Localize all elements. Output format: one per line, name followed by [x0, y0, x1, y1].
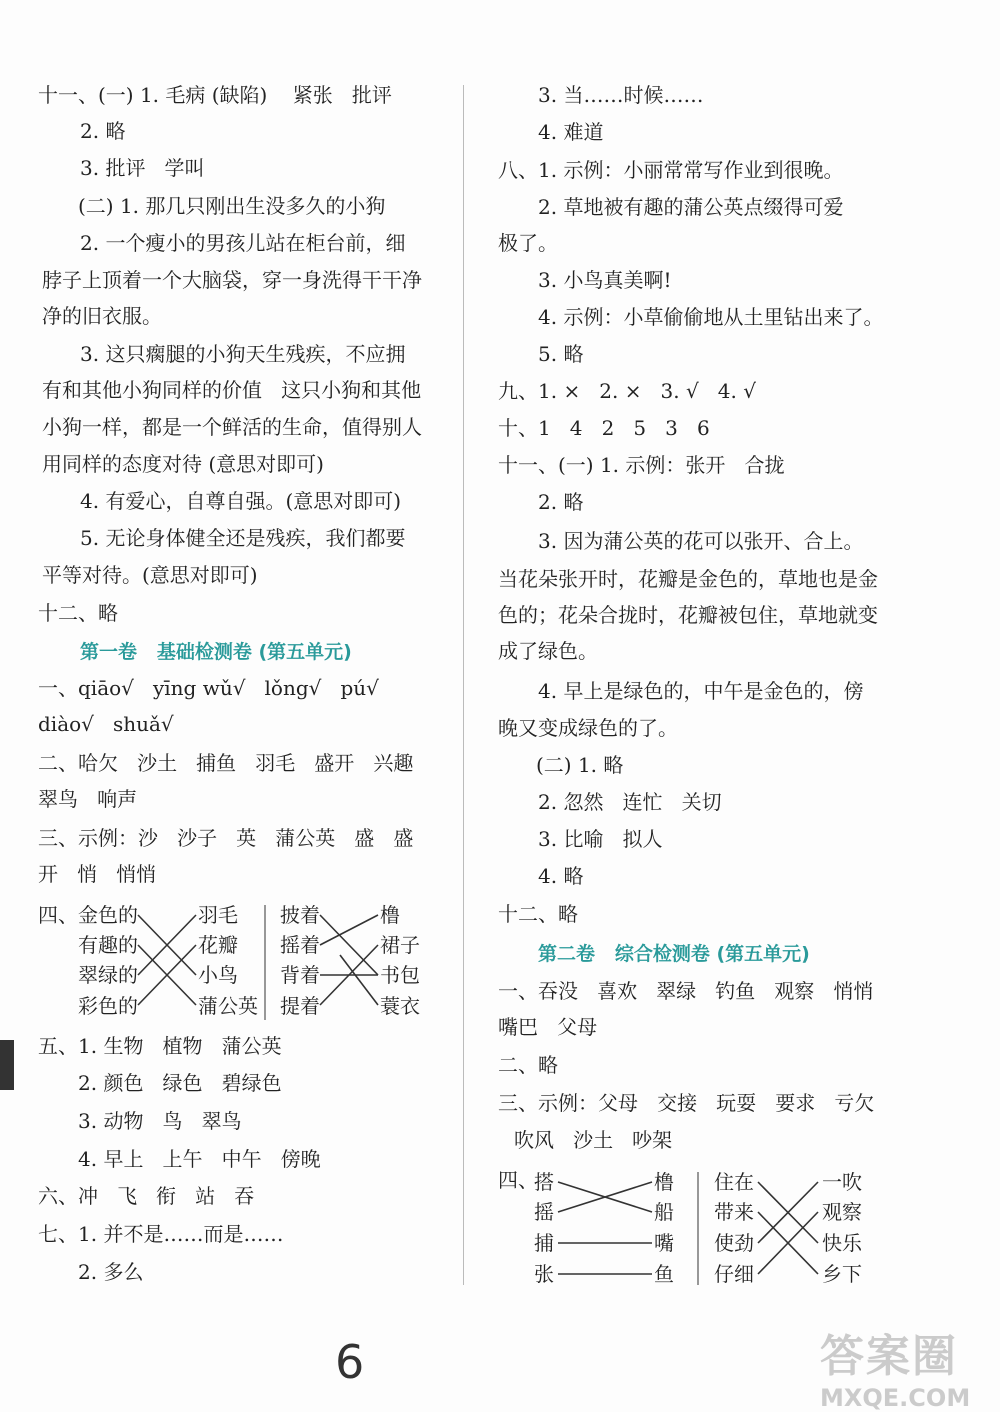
answer-line: 净的旧衣服。	[42, 304, 162, 328]
match-item: 橹	[380, 903, 400, 927]
match-item: 快乐	[822, 1231, 862, 1255]
answer-line: 嘴巴 父母	[498, 1015, 598, 1039]
answer-line: 三、示例：沙 沙子 英 蒲公英 盛 盛	[38, 826, 414, 850]
match-item: 书包	[380, 963, 420, 987]
answer-line: (二) 1. 略	[536, 753, 624, 777]
match-item: 捕	[534, 1231, 554, 1255]
match-item: 仔细	[714, 1262, 754, 1286]
match-item: 金色的	[78, 903, 138, 927]
answer-line: 三、示例：父母 交接 玩耍 要求 亏欠	[498, 1091, 875, 1115]
match-item: 摇	[534, 1200, 554, 1224]
watermark-text: 答案圈	[820, 1331, 958, 1382]
answer-line: 九、1. × 2. × 3. √ 4. √	[498, 379, 756, 403]
answer-line: 当花朵张开时，花瓣是金色的，草地也是金	[498, 567, 878, 591]
answer-line: diào√ shuǎ√	[38, 712, 174, 736]
answer-line: 翠鸟 响声	[38, 787, 138, 811]
answer-line: 2. 忽然 连忙 关切	[538, 790, 722, 814]
match-item: 使劲	[714, 1231, 754, 1255]
answer-line: 有和其他小狗同样的价值 这只小狗和其他	[42, 378, 422, 402]
answer-line: 2. 多么	[78, 1260, 144, 1284]
answer-line: 2. 略	[80, 119, 126, 143]
answer-line: 色的；花朵合拢时，花瓣被包住，草地就变	[498, 603, 878, 627]
answer-line: 二、略	[498, 1053, 558, 1077]
match-item: 裙子	[380, 933, 420, 957]
match-item: 翠绿的	[78, 963, 138, 987]
answer-line: 平等对待。(意思对即可)	[42, 563, 258, 587]
answer-line: 十、1 4 2 5 3 6	[498, 416, 710, 440]
match-item: 搭	[534, 1170, 554, 1194]
answer-line: 4. 示例：小草偷偷地从土里钻出来了。	[538, 305, 884, 329]
answer-line: 十二、略	[498, 902, 578, 926]
column-divider	[463, 85, 464, 1285]
watermark-url: MXQE.COM	[820, 1384, 971, 1412]
section-title: 第一卷 基础检测卷 (第五单元)	[80, 641, 352, 663]
match-lines-right	[470, 0, 1000, 1300]
match-item: 摇着	[280, 933, 320, 957]
page-number: 6	[335, 1335, 365, 1389]
match-item: 花瓣	[198, 933, 238, 957]
match-item: 乡下	[822, 1262, 862, 1286]
answer-line: 一、吞没 喜欢 翠绿 钓鱼 观察 悄悄	[498, 979, 874, 1003]
answer-line: 4. 早上是绿色的，中午是金色的，傍	[538, 679, 864, 703]
question-label: 四、	[498, 1168, 538, 1192]
answer-line: 2. 略	[538, 490, 584, 514]
answer-line: 5. 无论身体健全还是残疾，我们都要	[80, 526, 406, 550]
match-item: 有趣的	[78, 933, 138, 957]
match-item: 小鸟	[198, 963, 238, 987]
match-item: 背着	[280, 963, 320, 987]
answer-line: 开 悄 悄悄	[38, 862, 157, 886]
match-item: 彩色的	[78, 994, 138, 1018]
answer-line: 小狗一样，都是一个鲜活的生命，值得别人	[42, 415, 422, 439]
answer-line: 十一、(一) 1. 示例：张开 合拢	[498, 453, 785, 477]
answer-line: 二、哈欠 沙土 捕鱼 羽毛 盛开 兴趣	[38, 751, 414, 775]
answer-line: 4. 有爱心，自尊自强。(意思对即可)	[80, 489, 402, 513]
answer-line: 六、冲 飞 衔 站 吞	[38, 1184, 255, 1208]
answer-line: 4. 难道	[538, 120, 604, 144]
answer-line: 极了。	[498, 231, 558, 255]
answer-line: 吹风 沙土 吵架	[514, 1128, 673, 1152]
answer-line: (二) 1. 那几只刚出生没多久的小狗	[78, 194, 386, 218]
answer-line: 2. 颜色 绿色 碧绿色	[78, 1071, 282, 1095]
answer-line: 五、1. 生物 植物 蒲公英	[38, 1034, 282, 1058]
answer-line: 3. 小鸟真美啊!	[538, 268, 672, 292]
answer-line: 晚又变成绿色的了。	[498, 716, 678, 740]
match-item: 观察	[822, 1200, 862, 1224]
answer-line: 3. 动物 鸟 翠鸟	[78, 1109, 242, 1133]
match-item: 嘴	[654, 1231, 674, 1255]
answer-line: 八、1. 示例：小丽常常写作业到很晚。	[498, 158, 844, 182]
match-item: 蓑衣	[380, 994, 420, 1018]
answer-line: 2. 一个瘦小的男孩儿站在柜台前，细	[80, 231, 406, 255]
match-item: 提着	[280, 994, 320, 1018]
match-item: 带来	[714, 1200, 754, 1224]
answer-line: 3. 批评 学叫	[80, 156, 205, 180]
match-item: 橹	[654, 1170, 674, 1194]
answer-line: 成了绿色。	[498, 639, 598, 663]
answer-line: 2. 草地被有趣的蒲公英点缀得可爱	[538, 195, 844, 219]
watermark-logo	[820, 1320, 970, 1412]
answer-line: 3. 因为蒲公英的花可以张开、合上。	[538, 529, 864, 553]
answer-line: 3. 比喻 拟人	[538, 827, 663, 851]
answer-line: 用同样的态度对待 (意思对即可)	[42, 452, 324, 476]
match-item: 住在	[714, 1170, 754, 1194]
answer-line: 一、qiāo√ yīng wǔ√ lǒng√ pú√	[38, 676, 379, 700]
answer-line: 十二、略	[38, 601, 118, 625]
answer-line: 3. 这只瘸腿的小狗天生残疾，不应拥	[80, 342, 406, 366]
section-title: 第二卷 综合检测卷 (第五单元)	[538, 943, 810, 965]
match-item: 鱼	[654, 1262, 674, 1286]
answer-line: 七、1. 并不是……而是……	[38, 1222, 284, 1246]
question-label: 四、	[38, 903, 78, 927]
answer-line: 十一、(一) 1. 毛病 (缺陷) 紧张 批评	[38, 83, 392, 107]
match-item: 披着	[280, 903, 320, 927]
answer-line: 脖子上顶着一个大脑袋，穿一身洗得干干净	[42, 268, 422, 292]
match-item: 船	[654, 1200, 674, 1224]
answer-line: 5. 略	[538, 342, 584, 366]
answer-line: 4. 略	[538, 864, 584, 888]
match-item: 一吹	[822, 1170, 862, 1194]
match-item: 羽毛	[198, 903, 238, 927]
answer-line: 4. 早上 上午 中午 傍晚	[78, 1147, 321, 1171]
answer-line: 3. 当……时候……	[538, 83, 704, 107]
match-item: 张	[534, 1262, 554, 1286]
match-item: 蒲公英	[198, 994, 258, 1018]
